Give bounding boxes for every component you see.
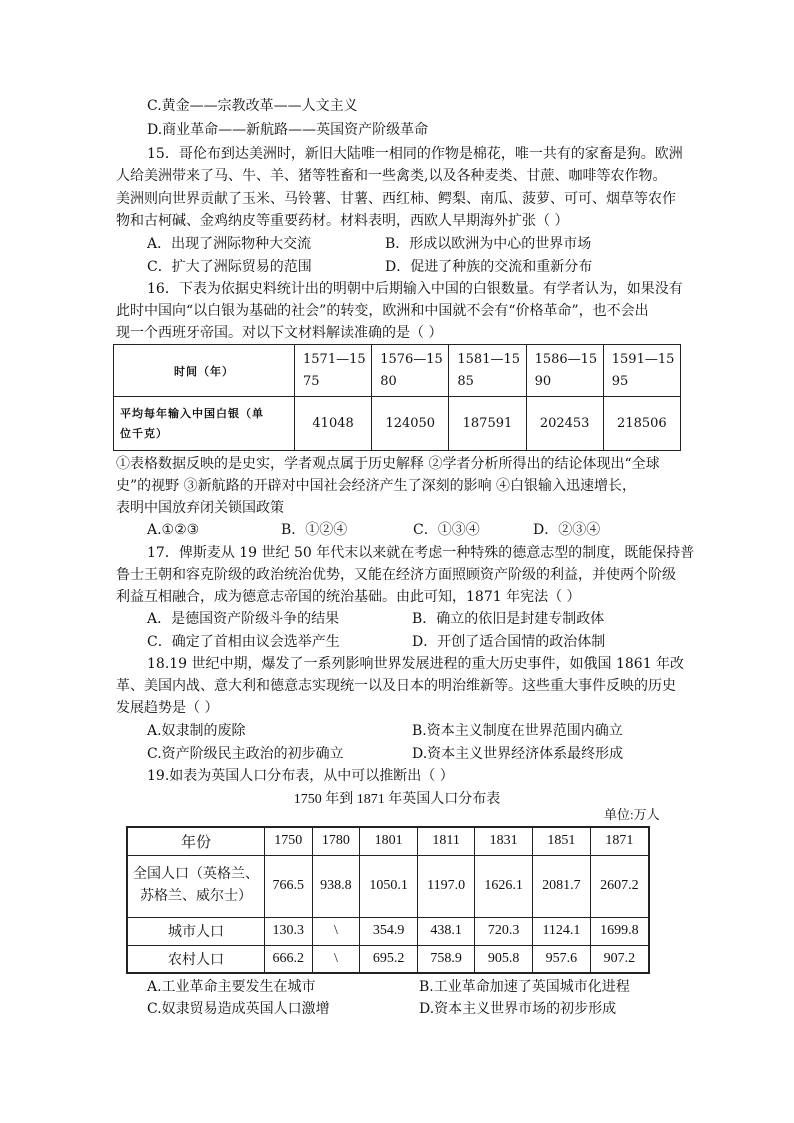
- q18-option-b: B.资本主义制度在世界范围内确立: [412, 723, 623, 739]
- table-year-cell: 1581—15 85: [449, 345, 526, 397]
- q16-stem-line-2: 此时中国向“以白银为基础的社会”的转变，欧洲和中国就不会有“价格革命”，也不会出: [116, 303, 649, 319]
- q15-stem-line-1: 15．哥伦布到达美洲时，新旧大陆唯一相同的作物是棉花，唯一共有的家畜是狗。欧洲: [147, 146, 683, 162]
- table-value-cell: 907.2: [590, 945, 649, 973]
- q18-option-c: C.资产阶级民主政治的初步确立: [147, 746, 344, 762]
- q17-stem-line-2: 鲁士王朝和容克阶级的政治统治优势，又能在经济方面照顾资产阶级的利益，并使两个阶级: [116, 567, 676, 583]
- population-table: [126, 826, 650, 974]
- q19-option-a: A.工业革命主要发生在城市: [147, 979, 316, 995]
- q15-option-b: B．形成以欧洲为中心的世界市场: [385, 236, 592, 252]
- q19-option-d: D.资本主义世界市场的初步形成: [419, 1001, 617, 1017]
- table-year-cell: 1750: [265, 827, 313, 855]
- table-header-label: 年份: [127, 827, 265, 855]
- table-year-cell: 1801: [360, 827, 418, 855]
- q17-option-c: C．确定了首相由议会选举产生: [147, 634, 340, 650]
- table-value-cell: 130.3: [265, 917, 313, 945]
- table-value-cell: 1626.1: [475, 855, 533, 917]
- q17-option-a: A．是德国资产阶级斗争的结果: [147, 611, 340, 627]
- q19-stem: 19.如表为英国人口分布表，从中可以推断出（ ）: [147, 768, 454, 784]
- q18-stem-line-2: 革、美国内战、意大利和德意志实现统一以及日本的明治维新等。这些重大事件反映的历史: [116, 678, 676, 694]
- population-table-unit: 单位:万人: [604, 807, 660, 822]
- q14-option-c: C.黄金——宗教改革——人文主义: [147, 98, 358, 114]
- population-table-caption: 1750 年到 1871 年英国人口分布表: [293, 792, 501, 807]
- table-row-label: 全国人口（英格兰、 苏格兰、威尔士）: [127, 855, 265, 917]
- q15-stem-line-3: 美洲则向世界贡献了玉米、马铃薯、甘薯、西红柿、鳄梨、南瓜、菠萝、可可、烟草等农作: [116, 191, 676, 207]
- table-value-cell: 124050: [372, 397, 449, 451]
- table-value-cell: 905.8: [475, 945, 533, 973]
- table-row-label: 城市人口: [127, 917, 265, 945]
- table-value-cell: 218506: [603, 397, 680, 451]
- table-value-cell: 695.2: [360, 945, 418, 973]
- q15-option-d: D．促进了种族的交流和重新分布: [385, 259, 593, 275]
- q17-option-b: B．确立的依旧是封建专制政体: [412, 611, 605, 627]
- q15-option-c: C．扩大了洲际贸易的范围: [147, 259, 312, 275]
- table-value-cell: \: [312, 917, 360, 945]
- table-value-cell: 666.2: [265, 945, 313, 973]
- q18-stem-line-1: 18.19 世纪中期，爆发了一系列影响世界发展进程的重大历史事件，如俄国 1861 年改: [147, 656, 685, 672]
- silver-import-table: [113, 344, 681, 451]
- table-value-cell: 438.1: [418, 917, 475, 945]
- q16-option-d: D．②③④: [533, 522, 601, 538]
- q16-stem-line-3: 现一个西班牙帝国。对以下文材料解读准确的是（ ）: [116, 325, 443, 341]
- table-value-cell: 2081.7: [533, 855, 591, 917]
- q19-option-c: C.奴隶贸易造成英国人口激增: [147, 1001, 330, 1017]
- table-row-label: 平均每年输入中国白银（单 位千克）: [114, 397, 295, 451]
- q16-option-b: B．①②④: [281, 522, 348, 538]
- table-year-cell: 1851: [533, 827, 591, 855]
- q19-option-b: B.工业革命加速了英国城市化进程: [419, 979, 630, 995]
- q16-statements-line-3: 表明中国放弃闭关锁国政策: [116, 500, 284, 516]
- q15-option-a: A．出现了洲际物种大交流: [147, 236, 312, 252]
- q16-statements-line-1: ①表格数据反映的是史实，学者观点属于历史解释 ②学者分析所得出的结论体现出“全球: [116, 456, 660, 472]
- table-value-cell: 938.8: [312, 855, 360, 917]
- table-year-cell: 1586—15 90: [526, 345, 603, 397]
- table-row-label: 农村人口: [127, 945, 265, 973]
- q15-stem-line-4: 物和古柯碱、金鸡纳皮等重要药材。材料表明，西欧人早期海外扩张（ ）: [116, 213, 569, 229]
- q17-stem-line-3: 利益互相融合，成为德意志帝国的统治基础。由此可知，1871 年宪法（ ）: [116, 589, 581, 605]
- table-value-cell: 1050.1: [360, 855, 418, 917]
- table-value-cell: 202453: [526, 397, 603, 451]
- table-value-cell: 766.5: [265, 855, 313, 917]
- table-value-cell: 758.9: [418, 945, 475, 973]
- q16-option-a: A.①②③: [147, 522, 200, 538]
- q16-option-c: C．①③④: [413, 522, 480, 538]
- q17-option-d: D．开创了适合国情的政治体制: [412, 634, 606, 650]
- table-value-cell: 720.3: [475, 917, 533, 945]
- q16-statements-line-2: 史”的视野 ③新航路的开辟对中国社会经济产生了深刻的影响 ④白银输入迅速增长，: [116, 478, 637, 494]
- table-year-cell: 1871: [590, 827, 649, 855]
- table-year-cell: 1831: [475, 827, 533, 855]
- table-value-cell: 2607.2: [590, 855, 649, 917]
- table-value-cell: 187591: [449, 397, 526, 451]
- table-year-cell: 1780: [312, 827, 360, 855]
- q16-stem-line-1: 16．下表为依据史料统计出的明朝中后期输入中国的白银数量。有学者认为，如果没有: [147, 281, 683, 297]
- table-value-cell: 41048: [295, 397, 372, 451]
- table-value-cell: 1197.0: [418, 855, 475, 917]
- q18-option-a: A.奴隶制的废除: [147, 723, 246, 739]
- q18-stem-line-3: 发展趋势是（ ）: [116, 700, 219, 716]
- table-value-cell: 957.6: [533, 945, 591, 973]
- q14-option-d: D.商业革命——新航路——英国资产阶级革命: [147, 122, 429, 138]
- q18-option-d: D.资本主义世界经济体系最终形成: [412, 746, 624, 762]
- table-value-cell: \: [312, 945, 360, 973]
- table-header-label: 时间（年）: [114, 345, 295, 397]
- table-year-cell: 1591—15 95: [603, 345, 680, 397]
- table-value-cell: 354.9: [360, 917, 418, 945]
- q15-stem-line-2: 人给美洲带来了马、牛、羊、猪等牲畜和一些禽类,以及各种麦类、甘蔗、咖啡等农作物。: [116, 168, 667, 184]
- table-value-cell: 1699.8: [590, 917, 649, 945]
- table-year-cell: 1571—15 75: [295, 345, 372, 397]
- table-year-cell: 1811: [418, 827, 475, 855]
- q17-stem-line-1: 17．俾斯麦从 19 世纪 50 年代末以来就在考虑一种特殊的德意志型的制度，既能保持普: [147, 545, 695, 561]
- table-year-cell: 1576—15 80: [372, 345, 449, 397]
- table-value-cell: 1124.1: [533, 917, 591, 945]
